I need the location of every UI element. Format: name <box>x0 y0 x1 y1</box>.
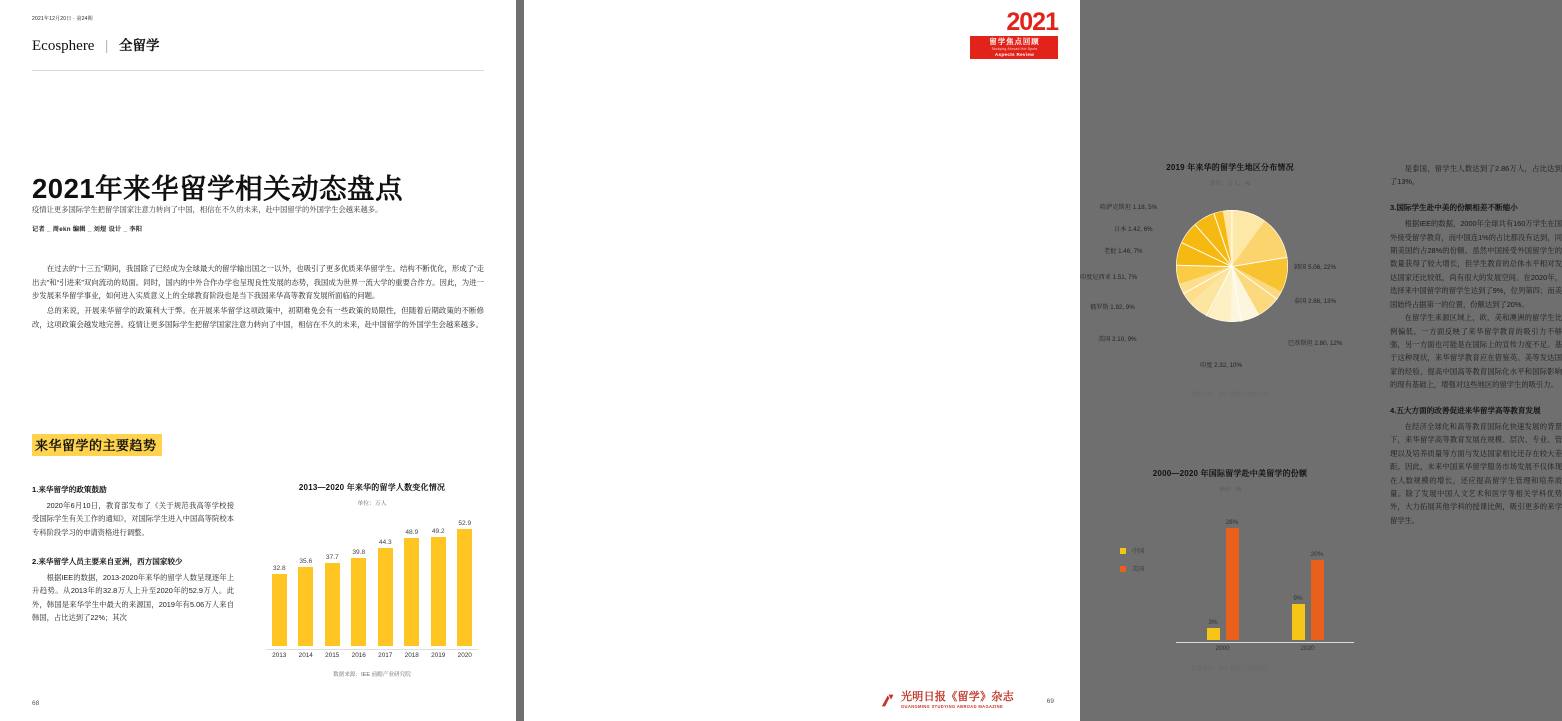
x-tick-label: 2015 <box>325 652 340 659</box>
bar <box>1207 619 1220 640</box>
header-rule <box>32 70 484 71</box>
bar-value-label: 39.8 <box>352 549 366 557</box>
section-2 <box>32 556 234 625</box>
chart-legend <box>1120 546 1144 582</box>
x-tick-label: 2017 <box>378 652 393 659</box>
bar-value-label: 49.2 <box>431 528 445 536</box>
section-body: 在留学生来源区域上，欧、美和澳洲的留学生比例偏低。一方面反映了来华留学教育的吸引力不够强，另一方面也可能是在国际上的宣传力度不足。基于这种现状，来华留学教育应在借鉴英、美等发达国家的经验，提高中国高等教育国际化水平和国际影响的现有基础上，增强对这些地区的留学生的吸引力。 <box>1390 313 1562 390</box>
bar-rect <box>457 529 472 646</box>
bar-rect <box>404 538 419 646</box>
chart-enrollment-trend <box>258 482 486 680</box>
bar <box>298 558 313 646</box>
bar <box>404 529 419 646</box>
x-tick-label: 2019 <box>431 652 446 659</box>
page-title: 2021年来华留学相关动态盘点 <box>32 173 404 204</box>
section-header <box>32 34 159 55</box>
article-byline: 记者 _ 周ekn 编辑 _ 刘煜 设计 _ 李阳 <box>32 226 143 233</box>
pie-slice-label: 哈萨克斯坦 1.18, 5% <box>1100 204 1158 211</box>
left-page <box>0 0 516 721</box>
pie-separator <box>1231 266 1241 321</box>
intro-body <box>32 262 484 332</box>
x-axis-line <box>1176 642 1354 643</box>
pie-slice-label: 印度尼西亚 1.51, 7% <box>1080 274 1138 281</box>
section-1 <box>32 484 234 539</box>
section-heading: 1.来华留学的政策鼓励 <box>32 485 107 494</box>
legend-label: 中国 <box>1132 548 1145 555</box>
bar-value-label: 9% <box>1293 595 1303 602</box>
bar-series <box>1180 520 1350 640</box>
bar-rect <box>351 558 366 646</box>
section-body: 在经济全球化和高等教育国际化快速发展的背景下，来华留学高等教育发展在规模、层次、专业、管理以及培养质量等方面与发达国家相比还存在较大差距。因此，未来中国来华留学服务市场发展不仅体现在人数规模的增长，还应提高留学生管理和培养质量。除了发展中国人文艺术和医学等相关学科优势外，大力拓展其他学科的授课比例，吸引更多的来学留学生。 <box>1390 421 1562 525</box>
chart-source: 数据来源：IEE 前瞻产业研究院 <box>333 672 411 678</box>
bar-value-label: 37.7 <box>325 553 339 561</box>
x-tick-label: 2016 <box>351 652 366 659</box>
masthead-year: 2021 <box>1006 8 1058 36</box>
issue-kicker: 2021年12月20日 · 第24期 <box>32 16 93 22</box>
chart-share-comparison <box>1080 468 1380 686</box>
pie-graphic <box>1176 210 1288 322</box>
x-tick-label: 2020 <box>1300 645 1315 652</box>
pie-slice-label: 日本 1.42, 6% <box>1114 226 1153 233</box>
section-name-en: Ecosphere <box>32 38 95 54</box>
masthead-subtitle-en: Aspects Review <box>994 52 1035 58</box>
x-tick-label: 2018 <box>404 652 419 659</box>
article-subtitle: 疫情让更多国际学生把留学国家注意力转向了中国，相信在不久的未来，赴中国留学的外国学生会越来越多。 <box>32 205 383 214</box>
logo-text <box>901 692 1014 709</box>
x-tick-label: 2000 <box>1215 645 1230 652</box>
pie-slice-label: 印度 2.32, 10% <box>1200 362 1242 369</box>
page-number: 69 <box>1046 698 1054 705</box>
bar-value-label: 20% <box>1310 551 1324 558</box>
chart-origin-distribution <box>1080 162 1380 414</box>
pie-slice-label: 美国 2.10, 9% <box>1098 336 1137 343</box>
magazine-logo <box>880 692 1014 709</box>
section-heading: 2.来华留学人员主要来自亚洲，西方国家较少 <box>32 557 183 566</box>
legend-item <box>1120 546 1144 555</box>
section-body: 根据IEE的数据，2000年全球共有160万学生在国外接受留学教育，而中国连1%的占比都没有达到，同期美国约占28%的份额。虽然中国接受外国留学生的数量获得了较大增长，但学生教育的总体水平相对发达国家还比较低，尚有很大的发展空间。在2020年，选择来中国留学的留学生达到了9%，位列第四；而美国始终占据第一的位置，份额达到了20%。 <box>1390 219 1562 309</box>
section-heading: 4.五大方面的改善促进来华留学高等教育发展 <box>1390 405 1541 415</box>
bar <box>351 549 366 646</box>
bar <box>1292 595 1305 640</box>
chart-unit: 单位：万人 <box>357 501 387 507</box>
bar-rect <box>431 537 446 646</box>
bar-value-label: 35.6 <box>299 558 313 566</box>
x-tick-label: 2014 <box>298 652 313 659</box>
pie-separator <box>1232 257 1287 267</box>
logo-text-cn: 光明日报《留学》杂志 <box>901 691 1014 704</box>
chart-title: 2000—2020 年国际留学赴中美留学的份额 <box>1152 469 1308 478</box>
torch-icon <box>880 693 897 708</box>
section-body: 2020年6月10日，教育部发布了《关于规范我高等学校接受国际学生有关工作的通知》，对国际学生进入中国高等院校本专科阶段学习的申请资格进行调整。 <box>32 500 234 537</box>
pie-separator <box>1176 265 1232 267</box>
legend-swatch <box>1120 548 1126 554</box>
bar-rect <box>272 574 287 646</box>
right-page <box>524 0 1562 721</box>
x-axis-labels <box>266 652 478 664</box>
logo-text-en: GUANGMING STUDYING ABROAD MAGAZINE <box>901 703 1004 709</box>
pie-separator <box>1232 266 1278 300</box>
spread-gutter <box>516 0 524 721</box>
bar <box>431 528 446 646</box>
bar <box>1310 551 1324 640</box>
page-number: 68 <box>32 700 40 707</box>
x-tick-label: 2020 <box>457 652 472 659</box>
bar-value-label: 44.3 <box>378 539 392 547</box>
bar-series <box>266 518 478 646</box>
masthead-band <box>970 36 1058 59</box>
chart-title: 2019 年来华的留学生地区分布情况 <box>1166 163 1294 172</box>
bar-value-label: 48.9 <box>405 529 419 537</box>
x-axis-line <box>266 649 478 650</box>
legend-swatch <box>1120 566 1126 572</box>
right-column-body <box>1390 162 1562 527</box>
masthead <box>970 10 1058 59</box>
bar-value-label: 52.9 <box>458 520 472 528</box>
masthead-title-cn: 留学焦点回顾 <box>989 37 1040 46</box>
x-tick-label: 2013 <box>272 652 287 659</box>
masthead-title-en: Studying Abroad Hot Spots <box>991 47 1038 52</box>
section-body: 根据IEE的数据，2013-2020年来华的留学人数呈现逐年上升趋势。从2013年的32.8万人上升至2020年的52.9万人。此外，韩国是来华学生中最大的来源国，2019年有5.06万人来自韩国，占比达到了22%；其次 <box>32 572 234 623</box>
pie-slice-label: 韩国 5.06, 22% <box>1294 264 1336 271</box>
pie-slice-label: 泰国 2.86, 13% <box>1294 298 1336 305</box>
chart-source: 数据来源：IEE 前瞻产业研究院 <box>1191 666 1269 672</box>
section-heading: 3.国际学生赴中美的份额相差不断缩小 <box>1390 202 1518 212</box>
bar-value-label: 28% <box>1225 519 1239 526</box>
bar <box>457 520 472 646</box>
bar-value-label: 32.8 <box>272 564 286 572</box>
bar <box>325 553 340 646</box>
bar <box>378 539 393 646</box>
bar-rect <box>325 563 340 646</box>
bar-rect <box>378 548 393 646</box>
section-divider: | <box>105 38 109 54</box>
bar-rect <box>298 567 313 646</box>
chart-unit: 单位：% <box>1218 487 1242 493</box>
legend-item <box>1120 564 1144 573</box>
pie-slice-label: 巴基斯坦 2.80, 12% <box>1288 340 1343 347</box>
pie-slice-label: 老挝 1.46, 7% <box>1104 248 1143 255</box>
chart-title: 2013—2020 年来华的留学人数变化情况 <box>298 483 446 492</box>
paragraph: 在过去的“十三五”期间，我国除了已经成为全球最大的留学输出国之一以外，也吸引了更多优质来华留学生。结构不断优化，形成了“走出去”和“引进来”双向流动的局面。同时，国内的中外合作办学也呈现良性发展的态势，我国成为世界一流大学的重要合作方。因此，为进一步发展来华留学事业，如何进入实质意义上的全球教育阶段也是当下我国来华高等教育发展所面临的问题。 <box>32 264 484 301</box>
chart-source: 数据来源：IEE 前瞻产业研究院 <box>1191 392 1269 398</box>
section-name-cn: 全留学 <box>118 38 160 53</box>
pie-separator <box>1231 211 1232 267</box>
pie-slice-label: 俄罗斯 1.92, 9% <box>1090 304 1135 311</box>
highlight-heading-wrap <box>32 434 162 456</box>
paragraph: 是泰国，留学生人数达到了2.86万人，占比达到了13%。 <box>1390 164 1562 187</box>
pie-separator <box>1195 224 1233 267</box>
bar-value-label: 3% <box>1208 619 1218 626</box>
paragraph: 总的来说，开展来华留学的政策利大于弊。在开展来华留学这项政策中，初期难免会有一些政策的局限性，但随着后期政策的不断修改，这项政策会越发地完善。疫情让更多国际学生把留学国家注意力转向了中国，相信在不久的未来，赴中国留学的外国学生会越来越多。 <box>32 306 484 329</box>
bar <box>272 564 287 646</box>
legend-label: 美国 <box>1132 566 1145 573</box>
bar <box>1225 519 1239 640</box>
highlight-heading: 来华留学的主要趋势 <box>32 434 162 456</box>
chart-unit: 单位：万人，% <box>1210 181 1250 187</box>
